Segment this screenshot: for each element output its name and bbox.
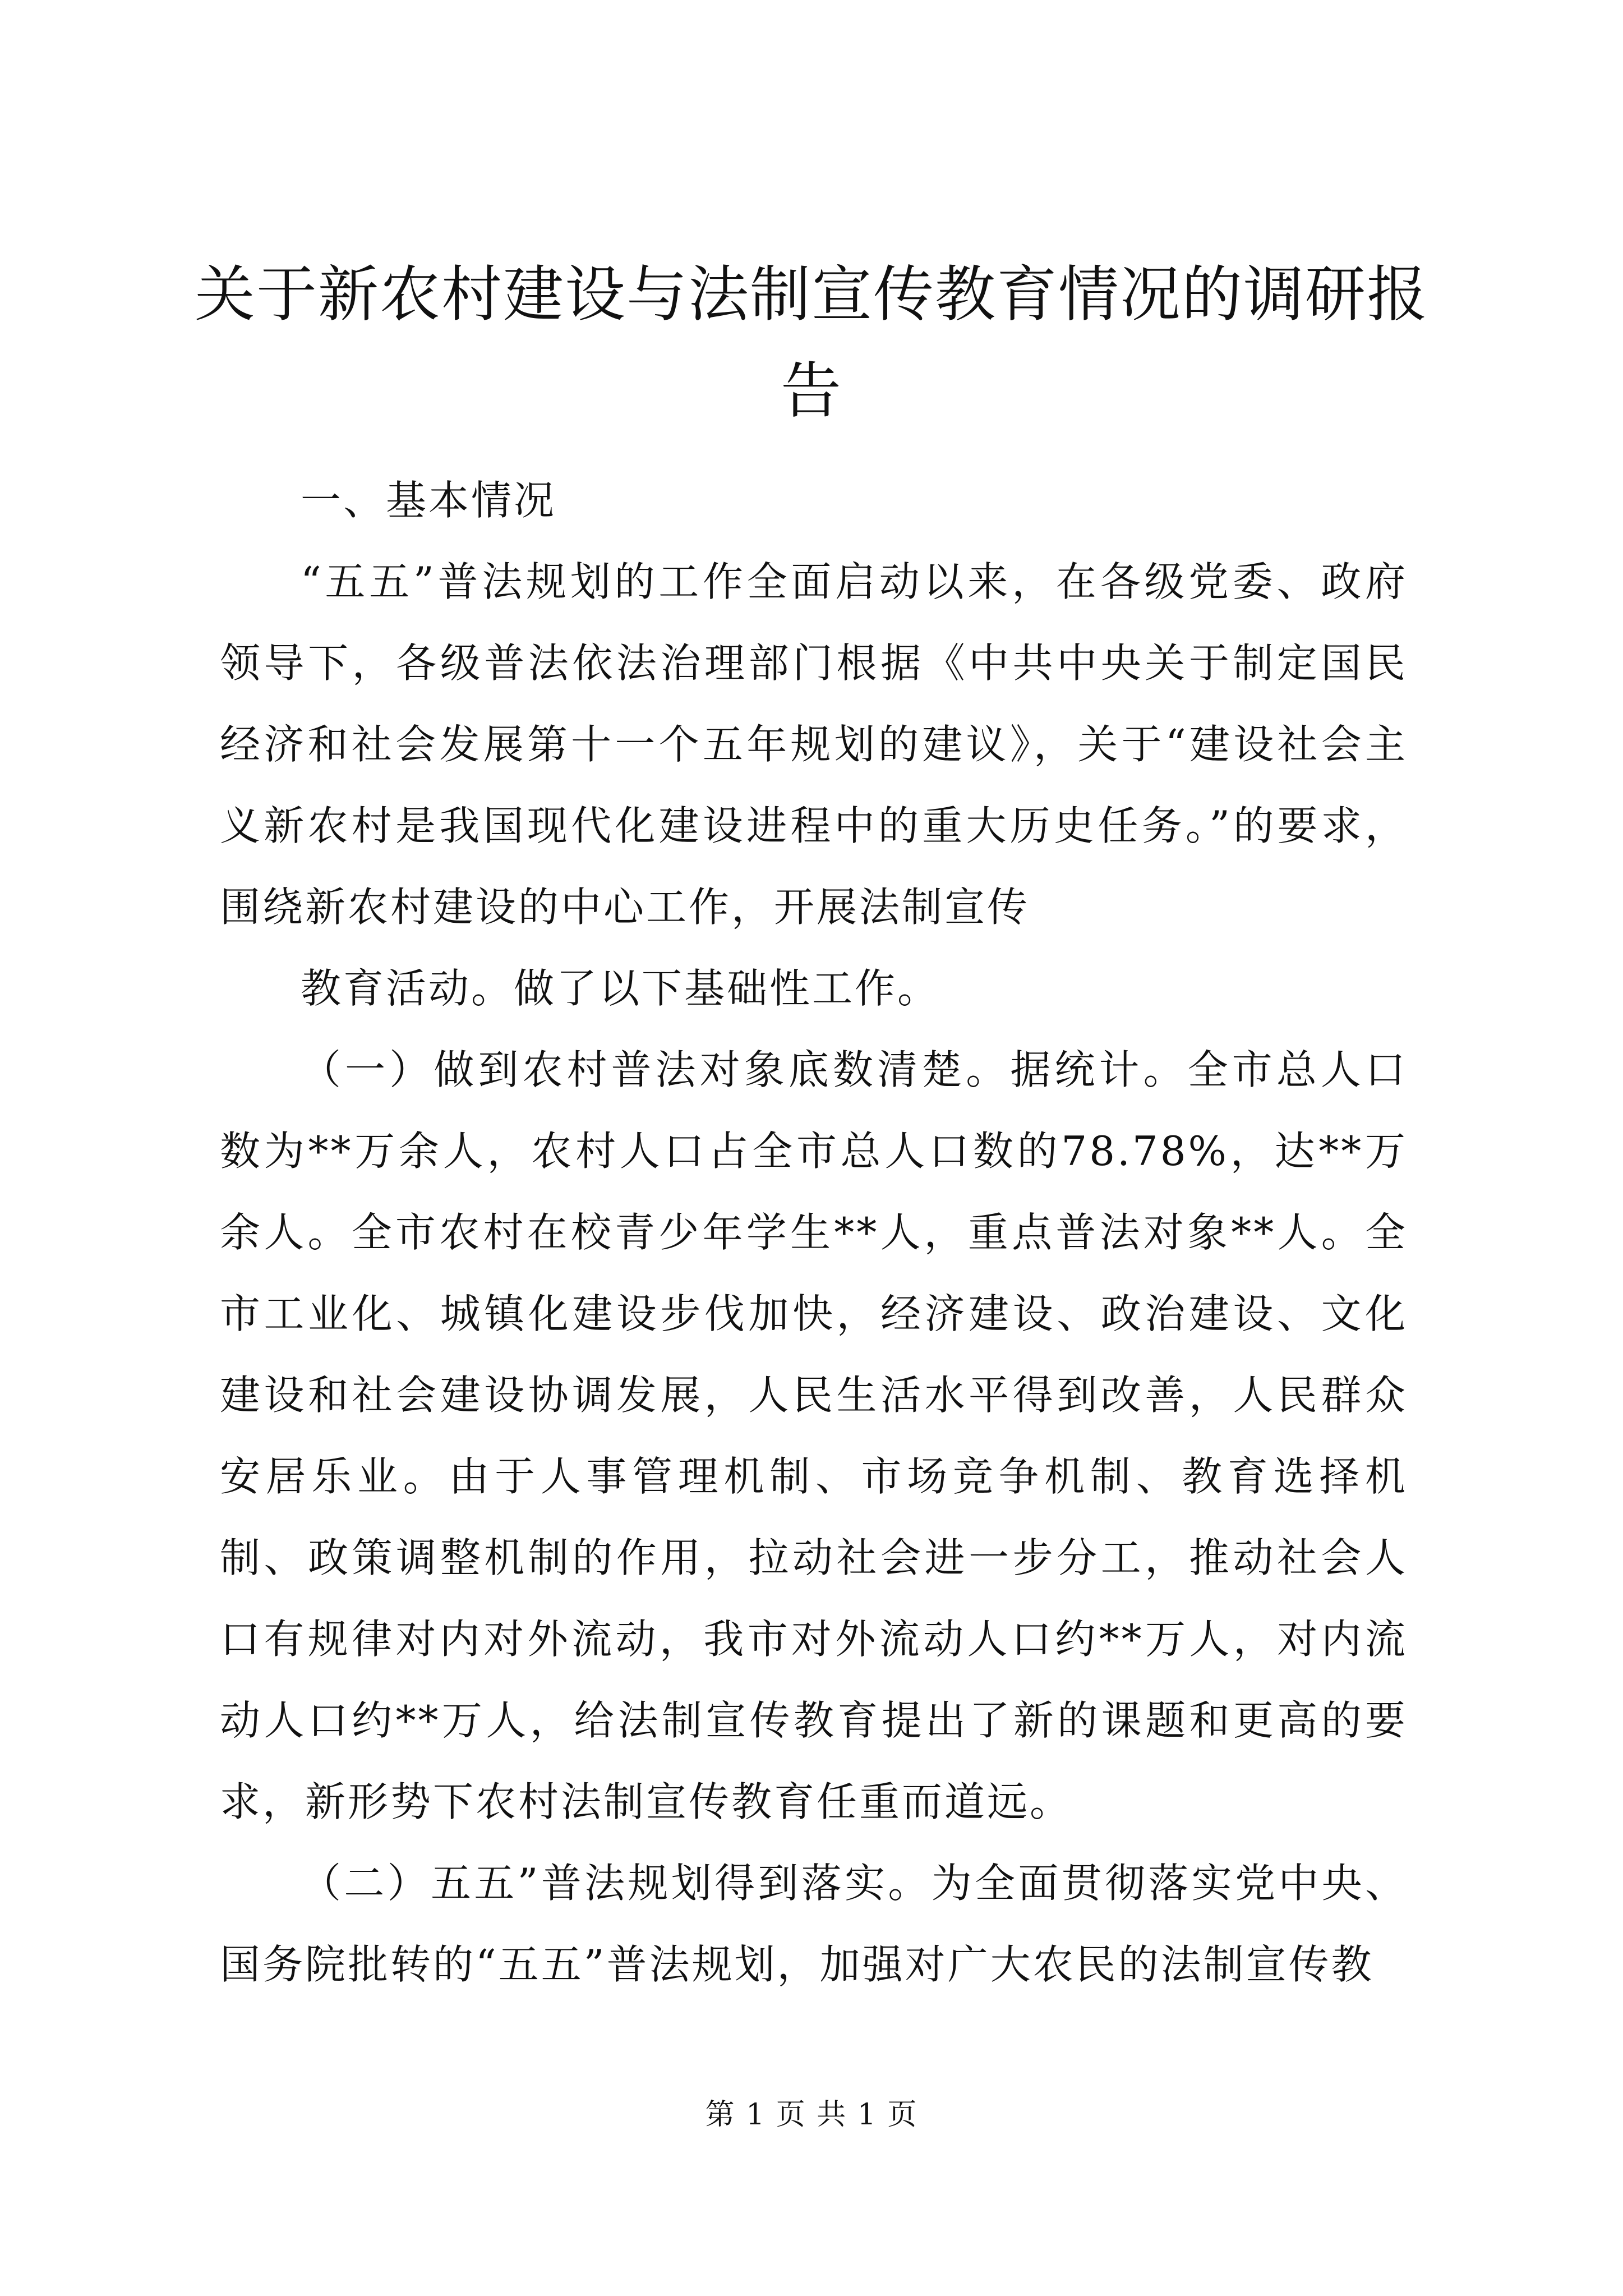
paragraph-intro-continued: 教育活动。做了以下基础性工作。 [301, 965, 940, 1012]
paragraph-point-two: （二）五五”普法规划得到落实。为全面贯彻落实党中央、国务院批转的“五五”普法规划，加强对广大农民的法制宣传教 [220, 1860, 1408, 1988]
paragraph-point-one: （一）做到农村普法对象底数清楚。据统计。全市总人口数为**万余人，农村人口占全市总人口数的78.78%，达**万余人。全市农村在校青少年学生**人，重点普法对象**人。全市工业化、城镇化建设步伐加快，经济建设、政治建设、文化建设和社会建设协调发展，人民生活水平得到改善，人民群众安居乐业。由于人事管理机制、市场竞争机制、教育选择机制、政策调整机制的作用，拉动社会进一步分工，推动社会人口有规律对内对外流动，我市对外流动人口约**万人，对内流动人口约**万人，给法制宣传教育提出了新的课题和更高的要求，新形势下农村法制宣传教育任重而道远。 [220, 1046, 1408, 1825]
paragraph-intro: “五五”普法规划的工作全面启动以来，在各级党委、政府领导下，各级普法依法治理部门根据《中共中央关于制定国民经济和社会发展第十一个五年规划的建议》，关于“建设社会主义新农村是我国现代化建设进程中的重大历史任务。”的要求，围绕新农村建设的中心工作，开展法制宣传 [220, 558, 1408, 931]
document-title: 关于新农村建设与法制宣传教育情况的调研报告 [194, 260, 1428, 426]
document-body [220, 460, 1408, 2005]
page-number-footer: 第 1 页 共 1 页 [705, 2098, 918, 2132]
section-heading: 一、基本情况 [301, 477, 557, 524]
